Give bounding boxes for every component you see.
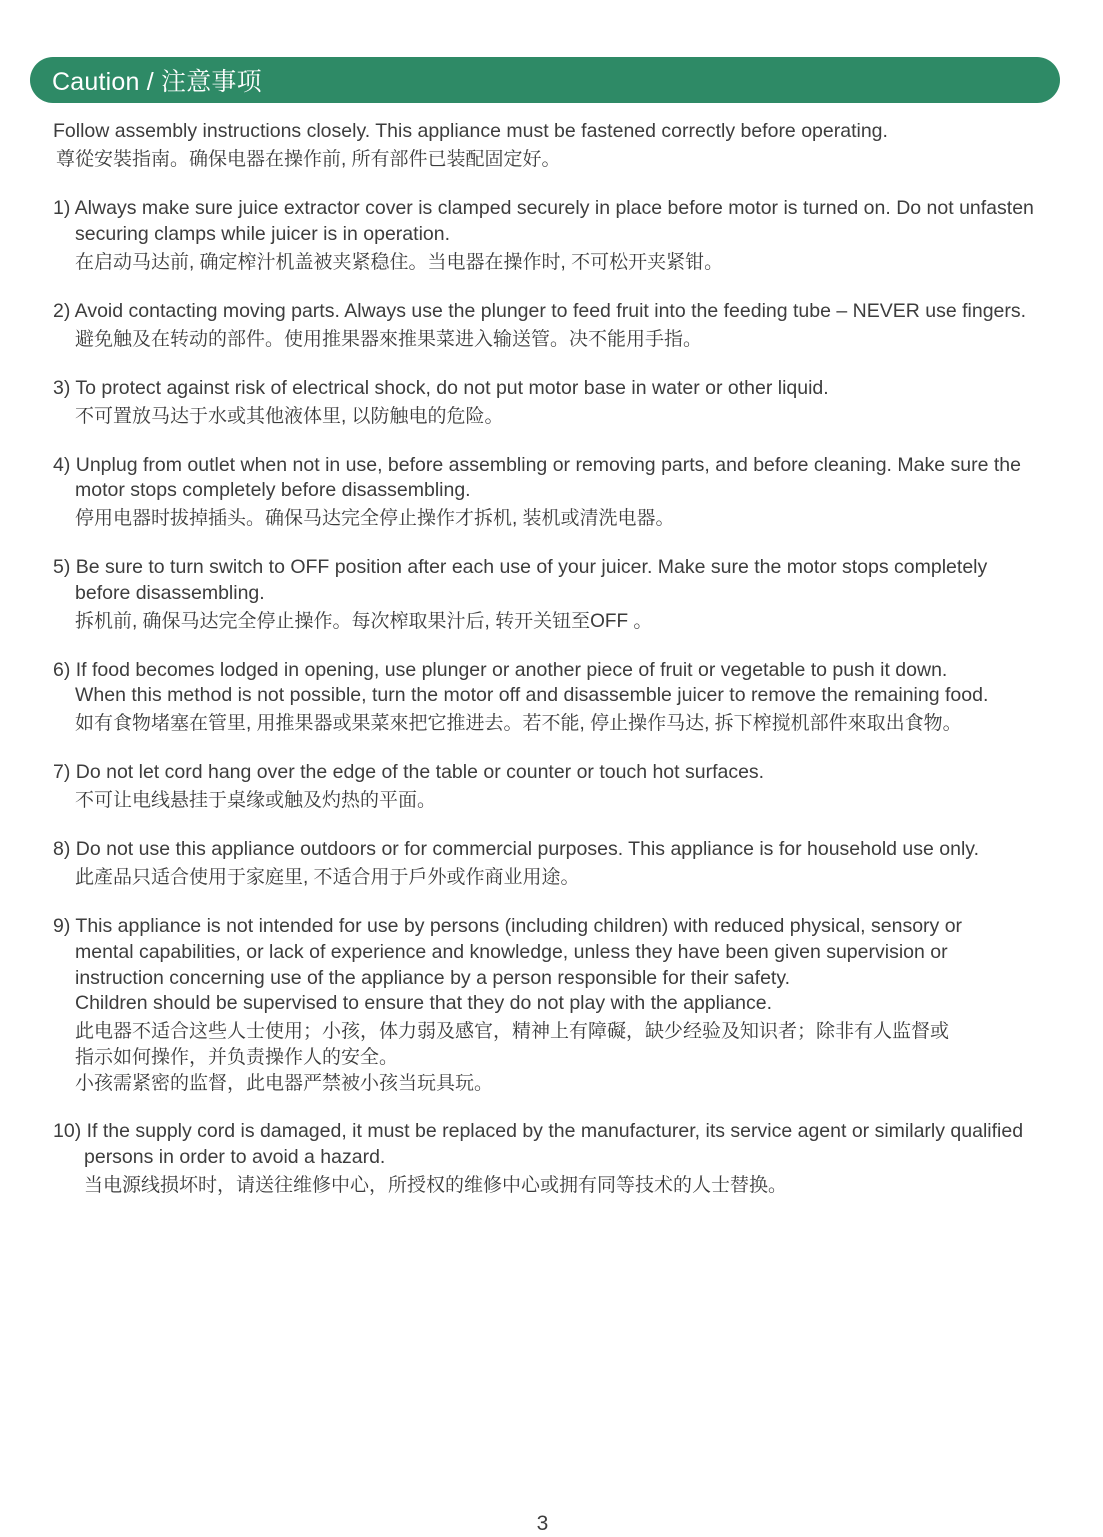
item-9-line-5: 此电器不适合这些人士使用；小孩，体力弱及感官，精神上有障礙，缺少经验及知识者；除非有人监督或 bbox=[75, 1021, 950, 1042]
item-9-line-3: instruction concerning use of the appliance by a person responsible for their safety. bbox=[75, 967, 791, 989]
caution-header-bar bbox=[30, 57, 1060, 103]
item-8-line-2: 此產品只适合使用于家庭里, 不适合用于戶外或作商业用途。 bbox=[75, 867, 580, 888]
item-6-line-3: 如有食物堵塞在管里, 用推果器或果菜來把它推进去。若不能, 停止操作马达, 拆下榨搅机部件來取出食物。 bbox=[75, 713, 962, 734]
item-8-line-1: 8) Do not use this appliance outdoors or for commercial purposes. This appliance is for household use only. bbox=[53, 838, 980, 860]
item-9-line-6: 指示如何操作，并负责操作人的安全。 bbox=[75, 1047, 399, 1068]
item-6-line-2: When this method is not possible, turn the motor off and disassemble juicer to remove the remaining food. bbox=[75, 684, 989, 706]
item-9-line-7: 小孩需紧密的监督，此电器严禁被小孩当玩具玩。 bbox=[75, 1073, 494, 1094]
item-1-line-2: securing clamps while juicer is in operation. bbox=[75, 223, 451, 245]
item-9-line-2: mental capabilities, or lack of experience and knowledge, unless they have been given supervision or bbox=[75, 941, 948, 963]
page-number: 3 bbox=[536, 1512, 549, 1535]
item-2-line-2: 避免触及在转动的部件。使用推果器來推果菜进入输送管。决不能用手指。 bbox=[75, 329, 703, 350]
page-title: Caution / 注意事项 bbox=[52, 68, 262, 96]
item-5-line-2: before disassembling. bbox=[75, 582, 265, 604]
intro-chinese: 尊從安裝指南。确保电器在操作前, 所有部件已装配固定好。 bbox=[56, 149, 561, 170]
item-3-line-2: 不可置放马达于水或其他液体里, 以防触电的危险。 bbox=[75, 406, 504, 427]
item-4-line-3: 停用电器时拔掉插头。确保马达完全停止操作才拆机, 装机或清洗电器。 bbox=[75, 508, 675, 529]
intro-english: Follow assembly instructions closely. This appliance must be fastened correctly before operating. bbox=[53, 120, 888, 142]
item-4-line-1: 4) Unplug from outlet when not in use, before assembling or removing parts, and before cleaning. Make sure the bbox=[53, 454, 1021, 476]
item-5-line-1: 5) Be sure to turn switch to OFF position after each use of your juicer. Make sure the motor stops completely bbox=[53, 556, 988, 578]
item-2-line-1: 2) Avoid contacting moving parts. Always use the plunger to feed fruit into the feeding tube – NEVER use fingers. bbox=[53, 300, 1027, 322]
item-9-line-1: 9) This appliance is not intended for use by persons (including children) with reduced physical, sensory or bbox=[53, 915, 963, 937]
item-10-line-3: 当电源线损坏时，请送往维修中心，所授权的维修中心或拥有同等技术的人士替换。 bbox=[84, 1175, 788, 1196]
item-7-line-1: 7) Do not let cord hang over the edge of the table or counter or touch hot surfaces. bbox=[53, 761, 765, 783]
item-4-line-2: motor stops completely before disassembling. bbox=[75, 479, 471, 501]
item-10-line-1: 10) If the supply cord is damaged, it must be replaced by the manufacturer, its service agent or similarly qualified bbox=[53, 1120, 1024, 1142]
item-1-line-1: 1) Always make sure juice extractor cover is clamped securely in place before motor is turned on. Do not unfasten bbox=[53, 197, 1034, 219]
item-5-line-3: 拆机前, 确保马达完全停止操作。每次榨取果汁后, 转开关钮至OFF 。 bbox=[75, 611, 653, 632]
item-1-line-3: 在启动马达前, 确定榨汁机盖被夹紧稳住。当电器在操作时, 不可松开夹紧钳。 bbox=[75, 252, 724, 273]
item-3-line-1: 3) To protect against risk of electrical shock, do not put motor base in water or other liquid. bbox=[53, 377, 829, 399]
item-10-line-2: persons in order to avoid a hazard. bbox=[84, 1146, 386, 1168]
item-7-line-2: 不可让电线悬挂于桌缘或触及灼热的平面。 bbox=[75, 790, 437, 811]
item-6-line-1: 6) If food becomes lodged in opening, use plunger or another piece of fruit or vegetable to push it down. bbox=[53, 659, 948, 681]
item-9-line-4: Children should be supervised to ensure that they do not play with the appliance. bbox=[75, 992, 773, 1014]
